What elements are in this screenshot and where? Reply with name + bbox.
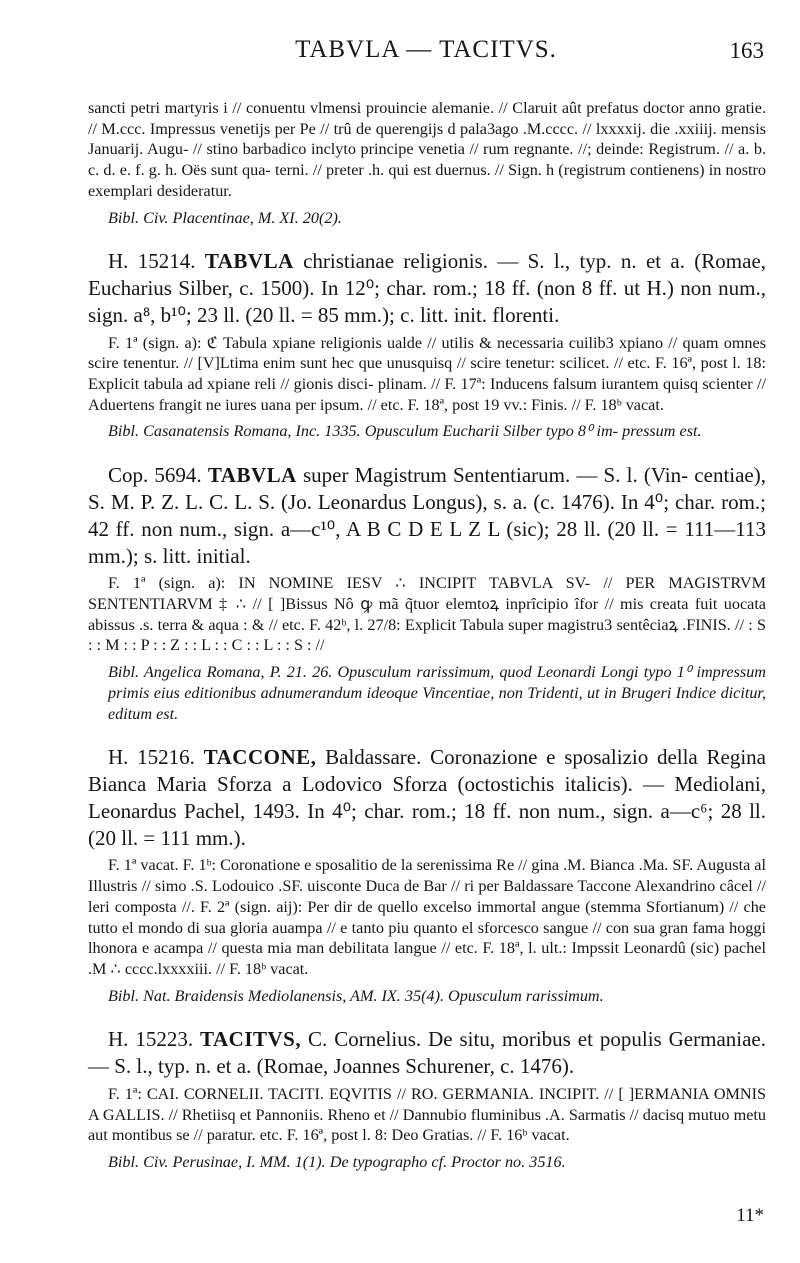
intro-bibl: Bibl. Civ. Placentinae, M. XI. 20(2). <box>108 208 342 227</box>
entry-keyword: TACCONE, <box>203 745 317 770</box>
intro-text: sancti petri martyris i // conuentu vlmensi prouincie alemanie. // Claruit aût prefatus doctor anno gratie. // M.ccc. Impressus venetijs per Pe // trû de querengijs d pala3ago .M.cccc. // lxxxxij. die .xxiiij. mensis Januarij. Augu- // stino barbadico inclyto principe venetia // rum regnante. //; deinde: Registrum. // a. b. c. d. e. f. g. h. Oës sunt qua- terni. // preter .h. qui est duernus. // Sign. h (registrum contienens) in nostro exemplari desideratur. <box>88 99 766 200</box>
entry-heading <box>88 462 766 569</box>
entry-bibl: Bibl. Angelica Romana, P. 21. 26. Opusculum rarissimum, quod Leonardi Longi typo 1⁰ impressum primis eius editionibus adnumerandum ideoque Vincentiae, non Tridenti, ut in Brugeri Indice dicitur, editum est. <box>108 663 766 723</box>
entry-description: F. 1ª (sign. a): ℭ Tabula xpiane religionis ualde // utilis & necessaria cuilib3 xpiano // quam omnes scire tenentur. // [V]Ltima enim sunt hec que unusquisq // scire tenetur: scilicet. // etc. F. 16ª, post l. 18: Explicit tabula ad xpiane reli // gionis disci- plinam. // F. 17ª: Inducens falsum iurantem quisq scienter // Aduertens frangit ne iures uana per ipsum. // etc. F. 18ª, post 19 vv.: Finis. // F. 18ᵇ vacat. <box>88 333 766 414</box>
entry-keyword: TABVLA <box>204 249 294 274</box>
entry-description: F. 1ª (sign. a): IN NOMINE IESV ∴ INCIPIT TABVLA SV- // PER MAGISTRVM SENTENTIARVM ‡ ∴ // [ ]Bissus Nô ꝙ mã q̃tuor elemtoꝝ inprîcipio îfor // mis creata fuit uocata abissus .s. terra & aqua : & // etc. F. 42ᵇ, l. 27/8: Explicit Tabula super magistru3 sentêciaꝝ .FINIS. // : S : : M : : P : : Z : : L : : C : : L : : S : // <box>88 574 766 655</box>
entry-keyword: TACITVS, <box>200 1027 302 1052</box>
entry-number: H. 15223. <box>108 1027 194 1052</box>
entry-heading <box>88 744 766 851</box>
entry-heading-text: super Magistrum Sententiarum. — S. l. (Vin- centiae), S. M. P. Z. L. C. L. S. (Jo. Leonardus Longus), s. a. (c. 1476). In 4⁰; char. rom.; 42 ff. non num., sign. a—c¹⁰, A B C D E L Z L (sic); 28 ll. (20 ll. = 111—113 mm.); s. litt. initial. <box>88 463 766 568</box>
entry-bibl: Bibl. Nat. Braidensis Mediolanensis, AM. IX. 35(4). Opusculum rarissimum. <box>108 986 604 1005</box>
running-header <box>88 36 764 76</box>
entry-heading <box>88 1026 766 1080</box>
entry-description: F. 1ª vacat. F. 1ᵇ: Coronatione e sposalitio de la serenissima Re // gina .M. Bianca .Ma. SF. Augusta al Illustris // simo .S. Lodouico .SF. uisconte Duca de Bar // ri per Baldassare Taccone Alexandrino câcel // leri composta //. F. 2ª (sign. aij): Per dir de quello excelso immortal angue (stemma Sfortianum) // che tutto el mondo di sua gloria auampa // e tanto piu quanto el sforcesco sangue // con sua gran fama hoggi lhonora e acampa // questa mia man debilitata langue // etc. F. 18ª, l. ult.: Impssit Leonardû (sic) pachel .M ∴ cccc.lxxxxiii. // F. 18ᵇ vacat. <box>88 856 766 978</box>
entry-h15216 <box>88 744 766 1006</box>
entry-description: F. 1ª: CAI. CORNELII. TACITI. EQVITIS // RO. GERMANIA. INCIPIT. // [ ]ERMANIA OMNIS A GALLIS. // Rhetiisq et Pannoniis. Rheno et // Dannubio fluminibus .A. Sarmatis // dacisq mutuo metu aut montibus se // paratur. etc. F. 16ª, post l. 8: Deo Gratias. // F. 16ᵇ vacat. <box>88 1084 766 1145</box>
signature-mark: 11* <box>736 1205 764 1226</box>
page-body <box>88 98 766 1173</box>
page-number: 163 <box>729 38 764 63</box>
running-title: TABVLA — TACITVS. <box>295 36 557 63</box>
entry-bibl: Bibl. Civ. Perusinae, I. MM. 1(1). De typographo cf. Proctor no. 3516. <box>108 1153 566 1172</box>
entry-number: Cop. 5694. <box>108 463 202 488</box>
entry-h15214 <box>88 248 766 442</box>
entry-heading-text: C. Cornelius. De situ, moribus et populis Germaniae. — S. l., typ. n. et a. (Romae, Joannes Schurener, c. 1476). <box>88 1027 767 1079</box>
entry-heading-text: christianae religionis. — S. l., typ. n. et a. (Romae, Eucharius Silber, c. 1500). In 12⁰; char. rom.; 18 ff. (non 8 ff. ut H.) non num., sign. a⁸, b¹⁰; 23 ll. (20 ll. = 85 mm.); c. litt. init. florenti. <box>88 249 767 327</box>
entry-number: H. 15214. <box>108 249 196 274</box>
entry-h15223 <box>88 1026 766 1172</box>
entry-bibl: Bibl. Casanatensis Romana, Inc. 1335. Opusculum Eucharii Silber typo 8⁰ im- pressum est. <box>108 422 702 441</box>
entry-heading <box>88 248 766 328</box>
entry-number: H. 15216. <box>108 745 195 770</box>
entry-cop5694 <box>88 462 766 724</box>
entry-heading-text: Baldassare. Coronazione e sposalizio della Regina Bianca Maria Sforza a Lodovico Sforza (octostichis italicis). — Mediolani, Leonardus Pachel, 1493. In 4⁰; char. rom.; 18 ff. non num., sign. a—c⁶; 28 ll. (20 ll. = 111 mm.). <box>88 745 766 850</box>
entry-keyword: TABVLA <box>207 463 297 488</box>
